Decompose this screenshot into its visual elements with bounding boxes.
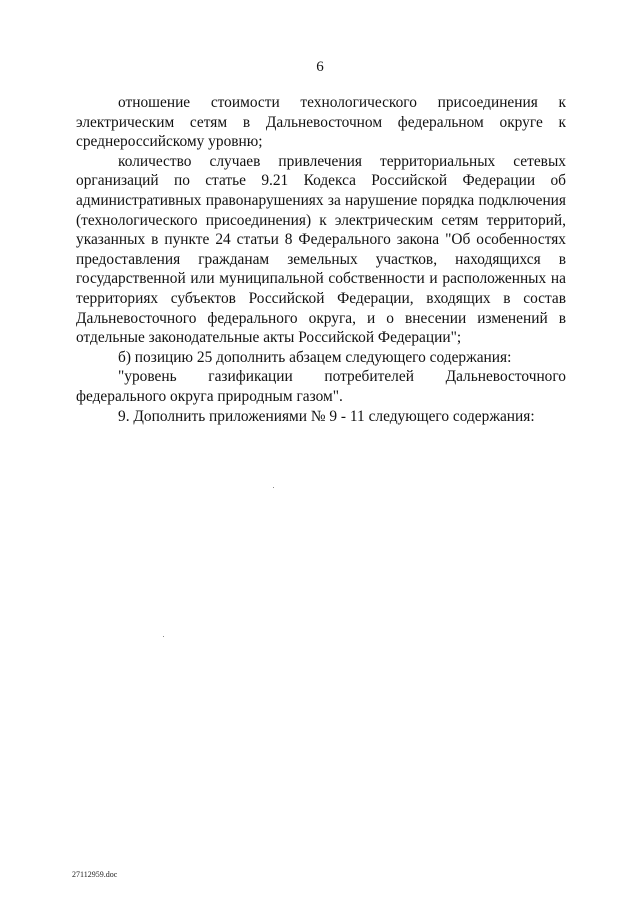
text-line: административных правонарушениях за нарушение порядка подключения xyxy=(76,191,566,209)
text-line: (технологического присоединения) к электрическим сетям территорий, xyxy=(76,211,566,229)
text-line: отношение стоимости технологического присоединения к xyxy=(118,94,566,111)
text-line: "уровень газификации потребителей Дальневосточного xyxy=(118,368,566,386)
text-line: отдельные законодательные акты Российской Федерации"; xyxy=(76,329,462,347)
page-number: 6 xyxy=(316,59,324,75)
document-body xyxy=(76,93,566,426)
footer-filename: 27112959.doc xyxy=(72,870,118,879)
text-line: б) позицию 25 дополнить абзацем следующего содержания: xyxy=(118,348,512,366)
text-line: государственной или муниципальной собственности и расположенных на xyxy=(76,270,566,288)
text-line: 9. Дополнить приложениями № 9 - 11 следующего содержания: xyxy=(118,407,535,425)
text-line: электрическим сетям в Дальневосточном федеральном округе к xyxy=(76,113,566,131)
text-line: федерального округа природным газом". xyxy=(76,387,343,405)
text-line: организаций по статье 9.21 Кодекса Российской Федерации об xyxy=(76,172,566,190)
text-line: количество случаев привлечения территориальных сетевых xyxy=(118,152,566,170)
scan-speck xyxy=(163,636,164,637)
text-line: предоставления гражданам земельных участков, находящихся в xyxy=(76,250,566,268)
text-line: территориях субъектов Российской Федерации, входящих в состав xyxy=(76,289,566,307)
scan-speck xyxy=(273,487,274,488)
text-line: среднероссийскому уровню; xyxy=(76,133,263,151)
text-line: Дальневосточного федерального округа, и о внесении изменений в xyxy=(76,309,566,327)
text-line: указанных в пункте 24 статьи 8 Федерального закона "Об особенностях xyxy=(76,231,566,249)
